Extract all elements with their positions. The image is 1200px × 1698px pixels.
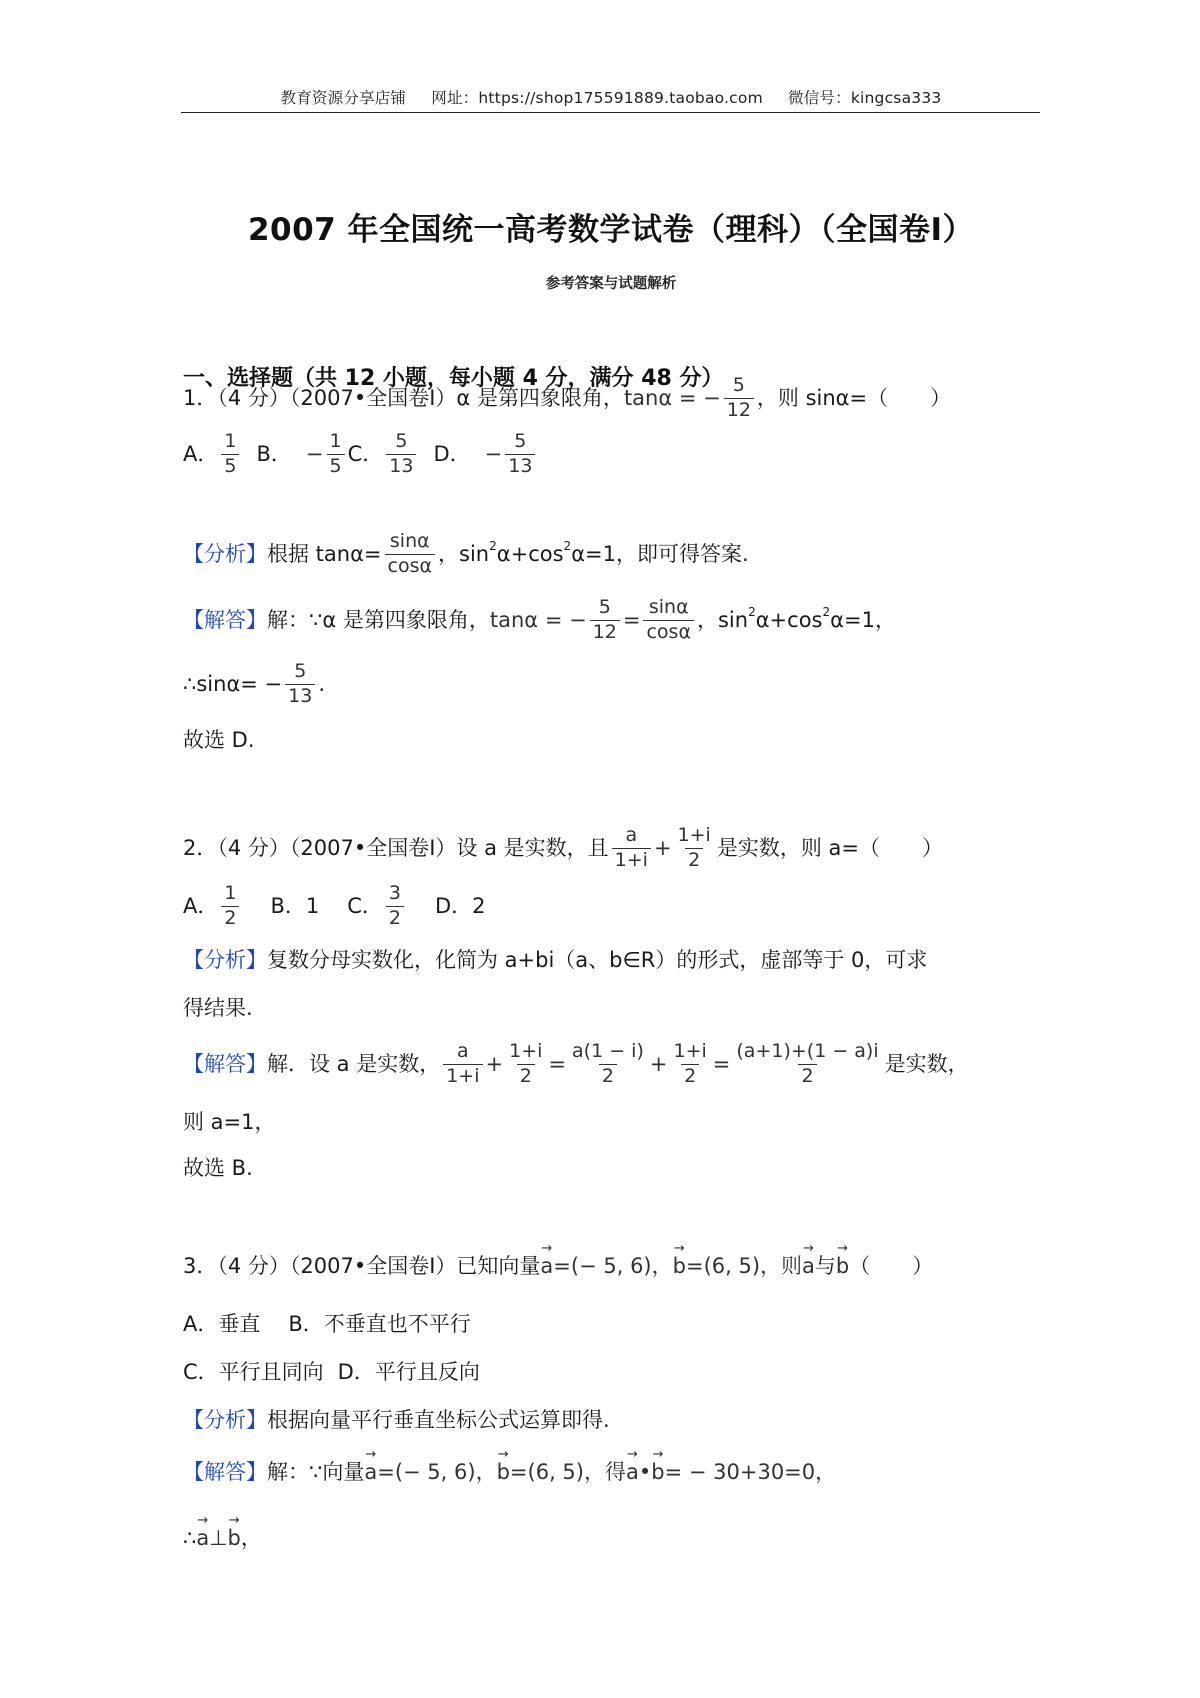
q1-option-d-value: $\frac{5}{13}$ bbox=[505, 432, 535, 477]
q1-option-b: B． bbox=[256, 441, 292, 466]
q1-fraction: $\frac{5}{12}$ bbox=[724, 376, 754, 421]
q1-options: A． $\frac{1}{5}$ B． − $\frac{1}{5}$ C． $\frac{5}{13}$ D． − $\frac{5}{13}$ bbox=[183, 432, 538, 477]
q1-option-a-value: $\frac{1}{5}$ bbox=[221, 432, 239, 477]
q1-solution: 【解答】 解：∵α 是第四象限角， tanα = − $\frac{5}{12}$ = $\frac{\sin\alpha}{\cos\alpha}$ ，sin $^2$ α+cos $^2$ α=1， bbox=[183, 596, 896, 643]
q2-option-b: B．1 bbox=[270, 893, 320, 918]
q1-option-c-value: $\frac{5}{13}$ bbox=[386, 432, 416, 477]
q2-analysis-cont: 得结果. bbox=[183, 996, 253, 1020]
q1-option-d: D． bbox=[433, 441, 471, 466]
q2-analysis: 【分析】 复数分母实数化，化简为 a+bi（a、b∈R）的形式，虚部等于 0，可求 bbox=[183, 948, 928, 972]
page-header bbox=[181, 86, 1041, 108]
q3-option-c: C．平行且同向 bbox=[183, 1360, 324, 1384]
q2-option-c: C． bbox=[347, 893, 383, 918]
header-divider bbox=[181, 112, 1040, 113]
q3-option-a: A．垂直 bbox=[183, 1312, 261, 1336]
solution-tag: 【解答】 bbox=[183, 1051, 267, 1076]
vector-a: → a bbox=[540, 1256, 553, 1277]
q1-option-b-value: $\frac{1}{5}$ bbox=[327, 432, 345, 477]
vector-b: → b bbox=[673, 1256, 686, 1277]
q1-analysis-fraction: $\frac{\sin\alpha}{\cos\alpha}$ bbox=[385, 532, 436, 577]
q1-option-c: C． bbox=[347, 441, 384, 466]
q3-options-row-2 bbox=[183, 1362, 480, 1383]
q2-options: A． $\frac{1}{2}$ B．1 C． $\frac{3}{2}$ D．2 bbox=[183, 882, 486, 929]
document-title: 2007 年全国统一高考数学试卷（理科）（全国卷Ⅰ） bbox=[247, 212, 975, 248]
q1-choice: 故选 D. bbox=[183, 728, 255, 752]
shop-url[interactable]: 网址：https://shop175591889.taobao.com bbox=[431, 89, 763, 107]
document-subtitle: 参考答案与试题解析 bbox=[545, 276, 677, 292]
analysis-tag: 【分析】 bbox=[183, 541, 267, 566]
analysis-tag: 【分析】 bbox=[183, 948, 267, 972]
q1-therefore: ∴sinα= − $\frac{5}{13}$ . bbox=[183, 660, 326, 707]
q3-options-row-1 bbox=[183, 1314, 471, 1335]
q2-solution: 【解答】 解．设 a 是实数， $\frac{a}{1+i}$ + $\frac{1+i}{2}$ = $\frac{a(1 - i)}{2}$ + $\frac{1+i}{2}$ = $\frac{(a+1)+(1 - a)i}{2}$ 是实数， bbox=[183, 1040, 969, 1087]
q1-stem: 1．（4 分）（2007•全国卷Ⅰ）α 是第四象限角， tanα = − $\frac{5}{12}$ ，则 sinα=（ ） bbox=[183, 374, 952, 421]
q1-tan: tanα = − bbox=[623, 385, 721, 410]
analysis-tag: 【分析】 bbox=[183, 1408, 267, 1432]
wechat-id: 微信号：kingcsa333 bbox=[788, 89, 942, 107]
q2-option-d: D．2 bbox=[435, 893, 486, 918]
q2-then: 则 a=1， bbox=[183, 1110, 276, 1134]
shop-name: 教育资源分享店铺 bbox=[280, 89, 407, 107]
q3-analysis: 【分析】 根据向量平行垂直坐标公式运算即得. bbox=[183, 1408, 610, 1432]
q1-analysis: 【分析】 根据 tanα= $\frac{\sin\alpha}{\cos\alpha}$ ，sin $^2$ α+cos $^2$ α=1，即可得答案. bbox=[183, 530, 749, 577]
q3-solution: 【解答】 解：∵向量 → a =(− 5, 6)， → b =(6, 5)，得 → a • → b = − 30+30=0， bbox=[183, 1462, 836, 1483]
q3-option-d: D．平行且反向 bbox=[337, 1360, 480, 1384]
q2-choice: 故选 B. bbox=[183, 1156, 253, 1180]
q2-stem: 2．（4 分）（2007•全国卷Ⅰ）设 a 是实数，且 $\frac{a}{1+i}$ + $\frac{1+i}{2}$ 是实数，则 a=（ ） bbox=[183, 824, 943, 871]
q1-option-a: A． bbox=[183, 441, 219, 466]
q2-option-a: A． bbox=[183, 893, 219, 918]
section-heading: 一、选择题（共 12 小题，每小题 4 分，满分 48 分） bbox=[183, 366, 724, 391]
solution-tag: 【解答】 bbox=[183, 1460, 267, 1484]
solution-tag: 【解答】 bbox=[183, 607, 267, 632]
q3-therefore: ∴ → a ⊥ → b ， bbox=[183, 1528, 262, 1549]
q3-option-b: B．不垂直也不平行 bbox=[288, 1312, 471, 1336]
q3-stem: 3．（4 分）（2007•全国卷Ⅰ）已知向量 → a =(− 5, 6)， → b =(6, 5)，则 → a 与 → b （ ） bbox=[183, 1256, 933, 1277]
